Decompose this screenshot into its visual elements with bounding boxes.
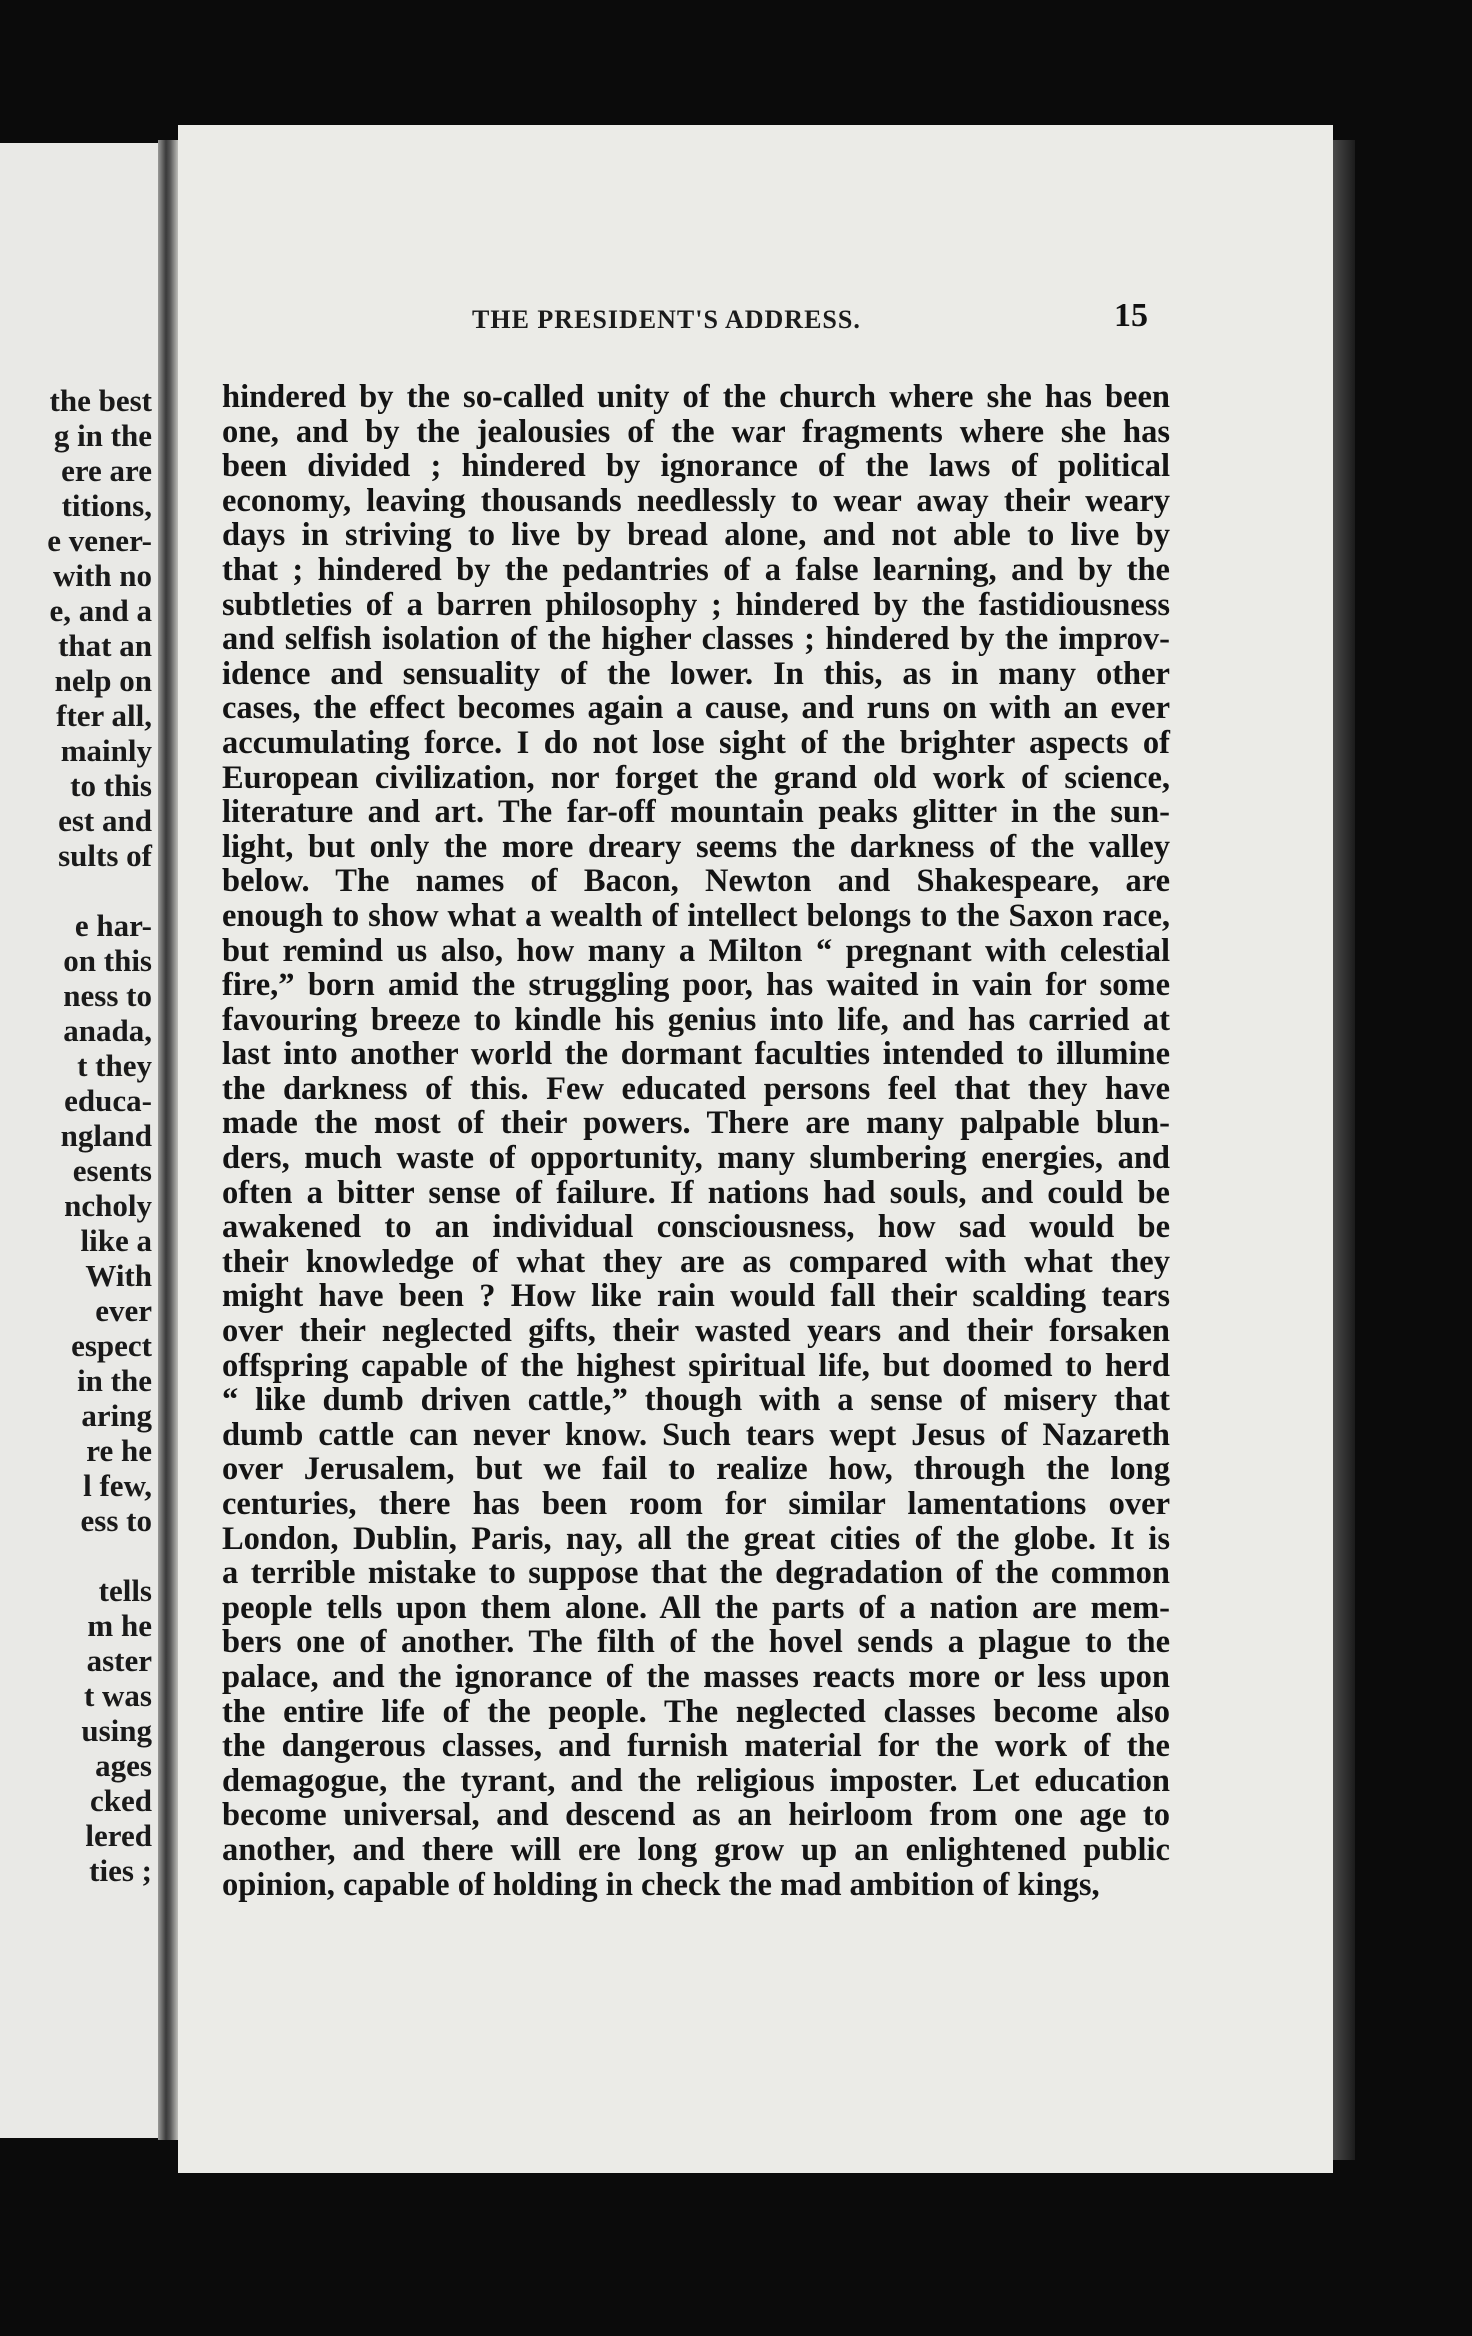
text-line: European civilization, nor forget the grand old work of science, — [222, 759, 1170, 796]
text-line: centuries, there has been room for similar lamentations over — [222, 1486, 1170, 1522]
text-line: another, and there will ere long grow up an enlightened public — [222, 1831, 1170, 1868]
left-page-line — [0, 873, 152, 908]
left-page-line: re he — [86, 1433, 152, 1468]
text-line: opinion, capable of holding in check the mad ambition of kings, — [222, 1866, 1100, 1903]
left-page-line: ngland — [60, 1118, 152, 1153]
text-line: enough to show what a wealth of intellect belongs to the Saxon race, — [222, 897, 1170, 934]
text-line: people tells upon them alone. All the parts of a nation are mem- — [222, 1589, 1170, 1626]
left-page-line: tells — [98, 1573, 152, 1608]
text-line: often a bitter sense of failure. If nations had souls, and could be — [222, 1174, 1170, 1211]
left-page-line: titions, — [61, 488, 152, 523]
text-line: over their neglected gifts, their wasted years and their forsaken — [222, 1313, 1170, 1350]
text-line: ders, much waste of opportunity, many slumbering energies, and — [222, 1140, 1170, 1177]
page-header — [294, 297, 1148, 347]
text-line: awakened to an individual consciousness, how sad would be — [222, 1209, 1170, 1246]
left-page-line: cked — [90, 1783, 152, 1818]
text-line: demagogue, the tyrant, and the religious imposter. Let education — [222, 1762, 1170, 1799]
left-page-line: with no — [52, 558, 152, 593]
left-page-line: ages — [95, 1748, 152, 1783]
text-line: idence and sensuality of the lower. In this, as in many other — [222, 655, 1170, 692]
left-page-line: sults of — [58, 838, 152, 873]
book-gutter — [158, 140, 178, 2140]
text-line: offspring capable of the highest spiritual life, but doomed to herd — [222, 1347, 1170, 1384]
left-page-line: ere are — [61, 453, 152, 488]
text-line: dumb cattle can never know. Such tears wept Jesus of Nazareth — [222, 1416, 1170, 1453]
text-line: over Jerusalem, but we fail to realize how, through the long — [222, 1451, 1170, 1488]
text-line: been divided ; hindered by ignorance of the laws of political — [222, 448, 1170, 485]
text-line: the dangerous classes, and furnish material for the work of the — [222, 1728, 1170, 1765]
left-page-line: nelp on — [54, 663, 152, 698]
left-page — [0, 143, 160, 2138]
left-page-line: to this — [70, 768, 152, 803]
left-page-line: t they — [77, 1048, 152, 1083]
left-page-line: ness to — [63, 978, 152, 1013]
text-line: economy, leaving thousands needlessly to wear away their weary — [222, 482, 1170, 519]
left-page-line: est and — [58, 803, 152, 838]
text-line: accumulating force. I do not lose sight of the brighter aspects of — [222, 724, 1170, 761]
left-page-line: e har- — [74, 908, 152, 943]
text-line: but remind us also, how many a Milton “ pregnant with celestial — [222, 932, 1170, 969]
text-line: the entire life of the people. The neglected classes become also — [222, 1693, 1170, 1730]
body-text — [222, 380, 1170, 1902]
left-page-line: e, and a — [49, 593, 152, 628]
page-edge — [1333, 140, 1355, 2160]
left-page-line: like a — [80, 1223, 152, 1258]
text-line: that ; hindered by the pedantries of a false learning, and by the — [222, 551, 1170, 588]
left-page-line: aring — [81, 1398, 152, 1433]
text-line: made the most of their powers. There are many palpable blun- — [222, 1105, 1170, 1142]
left-page-line — [0, 1538, 152, 1573]
left-page-line: m he — [87, 1608, 152, 1643]
text-line: bers one of another. The filth of the hovel sends a plague to the — [222, 1624, 1170, 1661]
left-page-line: l few, — [83, 1468, 152, 1503]
text-line: and selfish isolation of the higher classes ; hindered by the improv- — [222, 621, 1170, 658]
left-page-line: ever — [95, 1293, 152, 1328]
text-line: days in striving to live by bread alone, and not able to live by — [222, 517, 1170, 554]
left-page-line: fter all, — [56, 698, 152, 733]
text-line: might have been ? How like rain would fall their scalding tears — [222, 1278, 1170, 1315]
left-page-line: educa- — [64, 1083, 152, 1118]
text-line: hindered by the so-called unity of the church where she has been — [222, 379, 1170, 415]
left-page-line: using — [81, 1713, 152, 1748]
text-line: favouring breeze to kindle his genius into life, and has carried at — [222, 1001, 1170, 1038]
left-page-line: the best — [49, 383, 152, 418]
running-head: THE PRESIDENT'S ADDRESS. — [472, 305, 861, 334]
text-line: cases, the effect becomes again a cause, and runs on with an ever — [222, 690, 1170, 727]
left-page-line: e vener- — [47, 523, 152, 558]
text-line: last into another world the dormant faculties intended to illumine — [222, 1036, 1170, 1073]
text-line: palace, and the ignorance of the masses reacts more or less upon — [222, 1658, 1170, 1695]
left-page-line: anada, — [63, 1013, 152, 1048]
text-line: the darkness of this. Few educated persons feel that they have — [222, 1070, 1170, 1107]
text-line: light, but only the more dreary seems the darkness of the valley — [222, 828, 1170, 865]
left-page-line: esents — [72, 1153, 152, 1188]
left-page-line: t was — [83, 1678, 152, 1713]
text-line: their knowledge of what they are as compared with what they — [222, 1243, 1170, 1280]
left-page-text — [0, 383, 152, 1888]
text-line: London, Dublin, Paris, nay, all the great cities of the globe. It is — [222, 1520, 1170, 1557]
text-line: subtleties of a barren philosophy ; hindered by the fastidiousness — [222, 586, 1170, 623]
left-page-line: ncholy — [64, 1188, 152, 1223]
text-line: become universal, and descend as an heirloom from one age to — [222, 1797, 1170, 1834]
left-page-line: in the — [77, 1363, 152, 1398]
left-page-line: ties ; — [89, 1853, 152, 1888]
left-page-line: ess to — [80, 1503, 152, 1538]
page-number: 15 — [1114, 297, 1148, 334]
left-page-line: mainly — [60, 733, 152, 768]
left-page-line: aster — [86, 1643, 152, 1678]
left-page-line: on this — [63, 943, 152, 978]
left-page-line: espect — [71, 1328, 152, 1363]
text-line: below. The names of Bacon, Newton and Shakespeare, are — [222, 863, 1170, 900]
text-line: literature and art. The far-off mountain peaks glitter in the sun- — [222, 794, 1170, 831]
left-page-line: With — [85, 1258, 152, 1293]
left-page-line: g in the — [53, 418, 152, 453]
text-line: “ like dumb driven cattle,” though with a sense of misery that — [222, 1382, 1170, 1419]
left-page-line: lered — [85, 1818, 152, 1853]
text-line: fire,” born amid the struggling poor, has waited in vain for some — [222, 967, 1170, 1004]
text-line: a terrible mistake to suppose that the degradation of the common — [222, 1555, 1170, 1592]
text-line: one, and by the jealousies of the war fragments where she has — [222, 413, 1170, 450]
left-page-line: that an — [58, 628, 152, 663]
